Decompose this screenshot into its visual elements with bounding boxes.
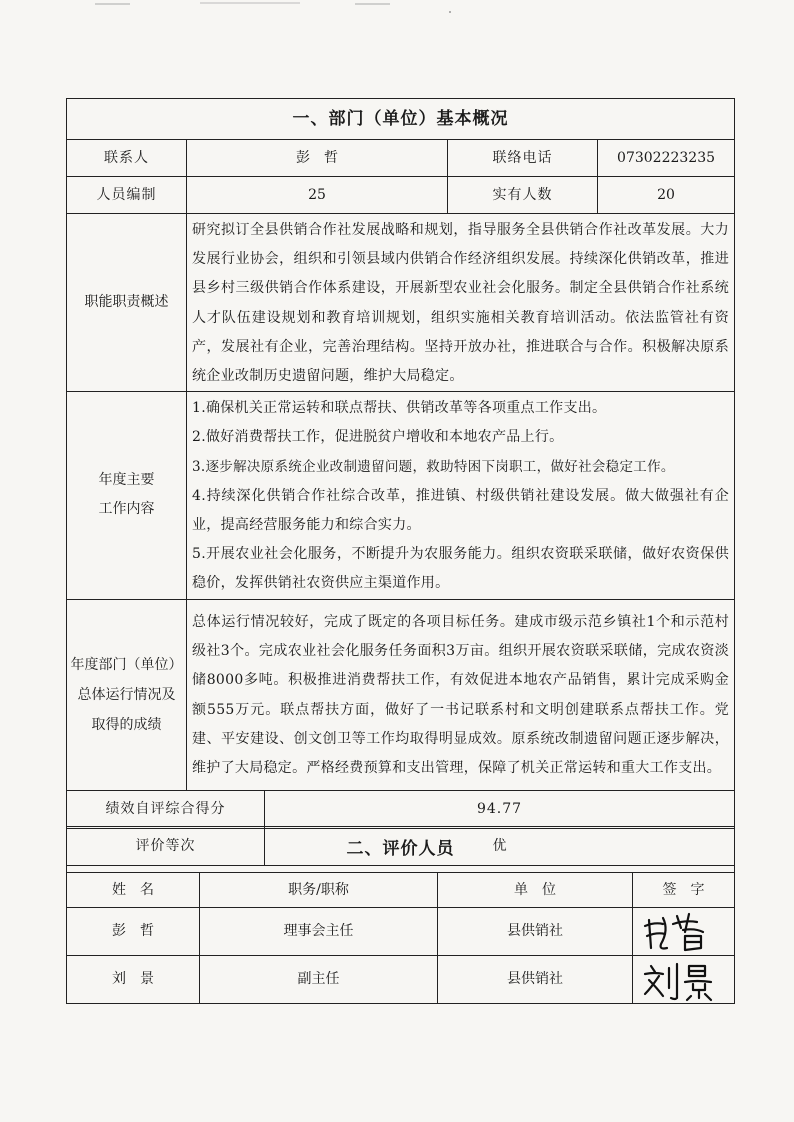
signature-1-image bbox=[639, 910, 729, 954]
grade-label: 评价等次 bbox=[67, 828, 265, 865]
performance-label-line1: 年度部门（单位） bbox=[70, 656, 183, 673]
header-unit: 单 位 bbox=[438, 873, 633, 908]
header-title: 职务/职称 bbox=[200, 873, 438, 908]
annual-work-label-line1: 年度主要 bbox=[98, 472, 155, 489]
annual-work-item-3: 3.逐步解决原系统企业改制遗留问题，救助特困下岗职工，做好社会稳定工作。 bbox=[192, 458, 675, 475]
reviewer-1-name: 彭 哲 bbox=[67, 908, 200, 956]
annual-work-item-4: 4.持续深化供销合作社综合改革，推进镇、村级供销社建设发展。做大做强社有企业，提高经营服务能力和综合实力。 bbox=[192, 487, 730, 534]
reviewer-2-signature bbox=[633, 956, 735, 1004]
annual-work-item-5: 5.开展农业社会化服务，不断提升为农服务能力。组织农资联采联储，做好农资保供稳价，发挥供销社农资供应主渠道作用。 bbox=[192, 546, 730, 592]
reviewer-2-unit: 县供销社 bbox=[438, 956, 633, 1004]
section1-title: 一、部门（单位）基本概况 bbox=[67, 99, 735, 140]
scan-artifact-marks bbox=[0, 0, 794, 20]
section1-table bbox=[66, 98, 735, 866]
reviewer-1-signature bbox=[633, 908, 735, 956]
signature-2-image bbox=[639, 958, 729, 1002]
header-signature: 签 字 bbox=[633, 873, 735, 908]
section2-table bbox=[66, 826, 735, 1004]
annual-work-label-line2: 工作内容 bbox=[98, 501, 155, 518]
performance-label-line2: 总体运行情况及 bbox=[77, 686, 176, 703]
annual-work-list bbox=[187, 392, 735, 599]
actual-staff-label: 实有人数 bbox=[448, 177, 598, 214]
contact-label: 联系人 bbox=[67, 140, 187, 177]
staff-quota-label: 人员编制 bbox=[67, 177, 187, 214]
annual-work-item-1: 1.确保机关正常运转和联点帮扶、供销改革等各项重点工作支出。 bbox=[192, 400, 607, 417]
header-name: 姓 名 bbox=[67, 873, 200, 908]
staff-quota-value: 25 bbox=[187, 177, 448, 214]
reviewer-2-name: 刘 景 bbox=[67, 956, 200, 1004]
performance-text: 总体运行情况较好，完成了既定的各项目标任务。建成市级示范乡镇社1个和示范村级社3个。完成农业社会化服务任务面积3万亩。组织开展农资联采联储，完成农资淡储8000多吨。积极推进消费帮扶工作，有效促进本地农产品销售，累计完成采购金额555万元。联点帮扶方面，做好了一书记联系村和文明创建联系点帮扶工作。党建、平安建设、创文创卫等工作均取得明显成效。原系统改制遗留问题正逐步解决，维护了大局稳定。严格经费预算和支出管理，保障了机关正常运转和重大工作支出。 bbox=[187, 599, 735, 790]
annual-work-label bbox=[67, 392, 187, 599]
phone-value: 07302223235 bbox=[598, 140, 735, 177]
section2-title: 二、评价人员 bbox=[67, 827, 735, 873]
performance-label-line3: 取得的成绩 bbox=[91, 716, 162, 733]
phone-label: 联络电话 bbox=[448, 140, 598, 177]
contact-value: 彭 哲 bbox=[187, 140, 448, 177]
score-label: 绩效自评综合得分 bbox=[67, 790, 265, 828]
reviewer-1-title: 理事会主任 bbox=[200, 908, 438, 956]
grade-value: 优 bbox=[265, 828, 735, 865]
reviewer-1-unit: 县供销社 bbox=[438, 908, 633, 956]
score-value: 94.77 bbox=[265, 790, 735, 828]
reviewer-2-title: 副主任 bbox=[200, 956, 438, 1004]
duty-label: 职能职责概述 bbox=[67, 214, 187, 392]
duty-text: 研究拟订全县供销合作社发展战略和规划，指导服务全县供销合作社改革发展。大力发展行业协会，组织和引领县域内供销合作经济组织发展。持续深化供销改革，推进县乡村三级供销合作体系建设，开展新型农业社会化服务。制定全县供销合作社系统人才队伍建设规划和教育培训规划，组织实施相关教育培训活动。依法监管社有资产，发展社有企业，完善治理结构。坚持开放办社，推进联合与合作。积极解决原系统企业改制历史遗留问题，维护大局稳定。 bbox=[187, 214, 735, 392]
actual-staff-value: 20 bbox=[598, 177, 735, 214]
annual-work-item-2: 2.做好消费帮扶工作，促进脱贫户增收和本地农产品上行。 bbox=[192, 429, 564, 446]
performance-label bbox=[67, 599, 187, 790]
